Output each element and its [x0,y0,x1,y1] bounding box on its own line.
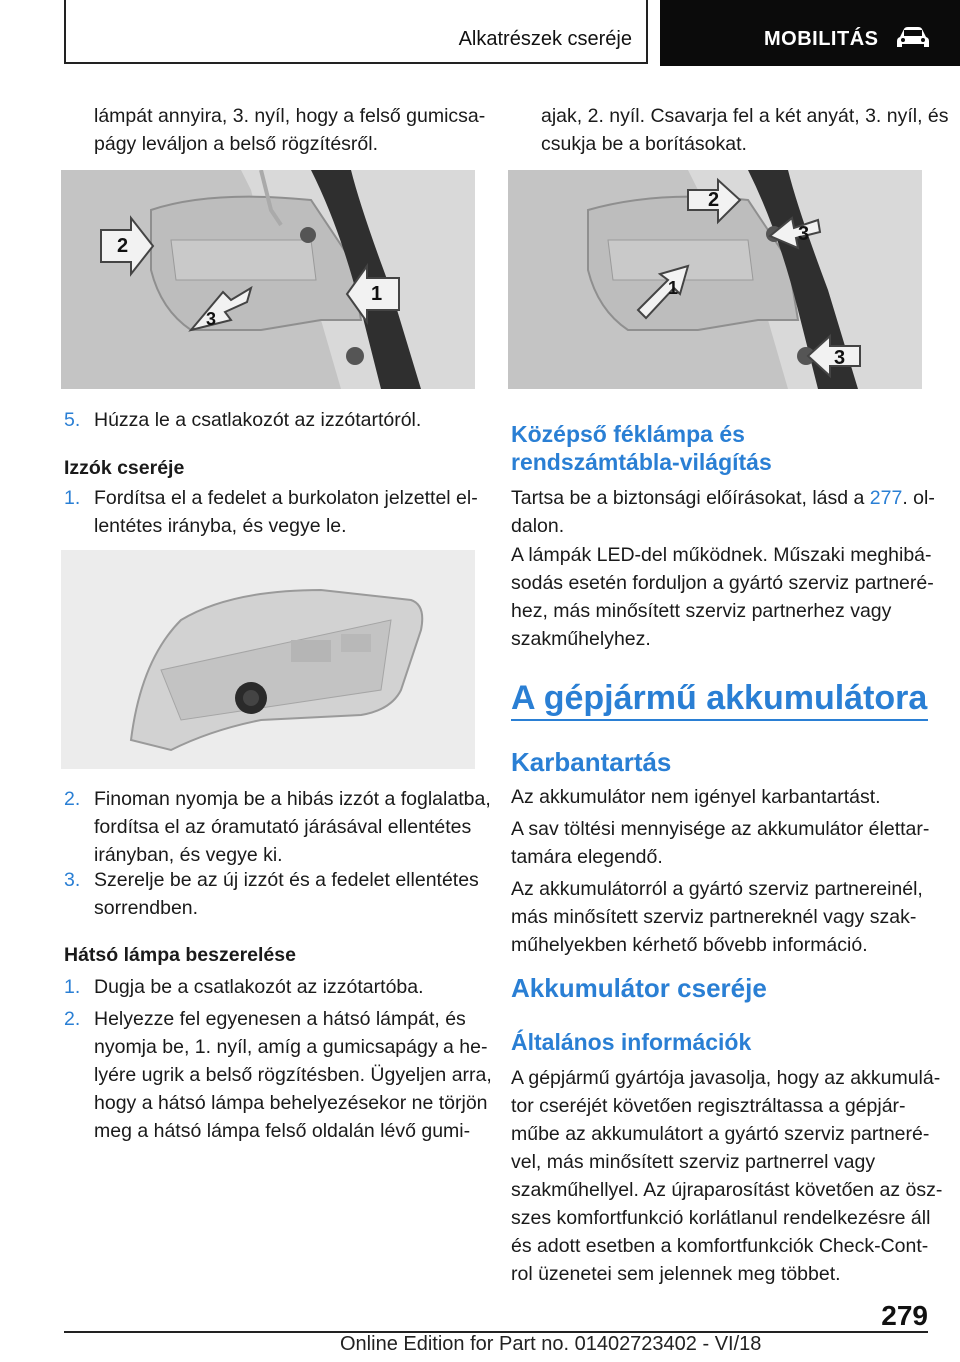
figure-taillight-removal [61,170,475,389]
right-intro-line-2: csukja be a borításokat. [541,133,747,155]
subheading-bulb-replace: Izzók cseréje [64,457,185,479]
maintenance-text: műhelyekben kérhető bővebb információ. [511,934,868,956]
general-text: tor cseréjét követően regisztráltassa a gépjár- [511,1095,906,1117]
step-text: sorrendben. [94,897,199,919]
general-text: műbe az akkumulátort a gyártó szerviz partneré- [511,1123,930,1145]
lamp-housing-illustration [61,550,475,769]
step-number: 2. [64,1008,81,1030]
right-intro-line-1: ajak, 2. nyíl. Csavarja fel a két anyát, 3. nyíl, és [541,105,949,127]
header-section-box [64,0,648,64]
section-title: Alkatrészek cseréje [458,28,632,50]
page-number: 279 [881,1300,928,1331]
heading-maintenance: Karbantartás [511,747,672,777]
led-line: sodás esetén forduljon a gyártó szerviz partneré- [511,572,934,594]
step-text: Dugja be a csatlakozót az izzótartóba. [94,976,424,998]
led-line: A lámpák LED-del működnek. Műszaki meghibá- [511,544,932,566]
step-text: hogy a hátsó lámpa behelyezésekor ne törjön [94,1092,488,1114]
maintenance-text: más minősített szerviz partnereknél vagy szak- [511,906,917,928]
chapter-title: MOBILITÁS [764,28,879,50]
step-text: fordítsa el az óramutató járásával ellentétes [94,816,472,838]
maintenance-text: tamára elegendő. [511,846,663,868]
general-text: szakműhellyel. Az újraparosítást követően az ösz- [511,1179,943,1201]
left-intro-line-2: págy leváljon a belső rögzítésről. [94,133,378,155]
led-line: hez, más minősített szerviz partnerhez vagy [511,600,892,622]
footer-edition: Online Edition for Part no. 01402723402 - VI/18 [340,1333,762,1355]
heading-battery: A gépjármű akkumulátora [511,679,928,717]
step-number: 2. [64,788,81,810]
step-number: 1. [64,976,81,998]
general-text: vel, más minősített szerviz partnerrel vagy [511,1151,876,1173]
safety-paragraph-line-2: dalon. [511,515,565,537]
heading-brake-light-line-2: rendszámtábla-világítás [511,449,772,475]
heading-underline [511,719,928,721]
safety-text-suffix: . ol- [902,487,935,509]
step-number: 1. [64,487,81,509]
heading-battery-replace: Akkumulátor cseréje [511,973,767,1003]
fig3-callout: 3 [798,223,810,245]
fig1-callout: 1 [371,283,383,305]
fig3-callout: 3 [834,347,846,369]
safety-text: Tartsa be a biztonsági előírásokat, lásd a [511,487,870,509]
step-text: lyére ugrik a belső rögzítésben. Ügyeljen arra, [94,1064,492,1086]
maintenance-text: Az akkumulátor nem igényel karbantartást. [511,786,881,808]
step-text: meg a hátsó lámpa felső oldalán lévő gumi- [94,1120,471,1142]
general-text: rol üzenetei sem jelennek meg többet. [511,1263,841,1285]
step-text: nyomja be, 1. nyíl, amíg a gumicsapágy a he- [94,1036,488,1058]
step-text: Szerelje be az új izzót és a fedelet ellentétes [94,869,479,891]
fig3-callout: 1 [668,278,679,298]
fig1-callout: 3 [206,309,217,329]
car-icon [896,25,930,51]
safety-paragraph [511,484,935,512]
step-text: Húzza le a csatlakozót az izzótartóról. [94,409,422,431]
fig3-callout: 2 [708,189,720,211]
subheading-install: Hátsó lámpa beszerelése [64,944,296,966]
heading-brake-light: Középső féklámpa és [511,421,745,447]
taillight-install-illustration [508,170,922,389]
heading-general-info: Általános információk [511,1029,752,1055]
led-line: szakműhelyhez. [511,628,651,650]
figure-taillight-install [508,170,922,389]
step-text: Helyezze fel egyenesen a hátsó lámpát, és [94,1008,466,1030]
general-text: A gépjármű gyártója javasolja, hogy az akkumulá- [511,1067,941,1089]
left-intro-line-1: lámpát annyira, 3. nyíl, hogy a felső gumicsa- [94,105,486,127]
step-text: irányban, és vegye ki. [94,844,283,866]
step-number: 5. [64,409,81,431]
page-link-277[interactable]: 277 [869,487,903,509]
step-text: Fordítsa el a fedelet a burkolaton jelzettel el- [94,487,478,509]
figure-lamp-housing [61,550,475,769]
maintenance-text: A sav töltési mennyisége az akkumulátor élettar- [511,818,930,840]
taillight-removal-illustration [61,170,475,389]
header-chapter-box [660,0,960,66]
step-number: 3. [64,869,81,891]
step-text: lentétes irányba, és vegye le. [94,515,347,537]
step-text: Finoman nyomja be a hibás izzót a foglalatba, [94,788,491,810]
maintenance-text: Az akkumulátorról a gyártó szerviz partnereinél, [511,878,923,900]
fig1-callout: 2 [117,235,129,257]
general-text: szes komfortfunkció korlátlanul rendelkezésre áll [511,1207,931,1229]
general-text: és adott esetben a komfortfunkciók Check-Cont- [511,1235,929,1257]
